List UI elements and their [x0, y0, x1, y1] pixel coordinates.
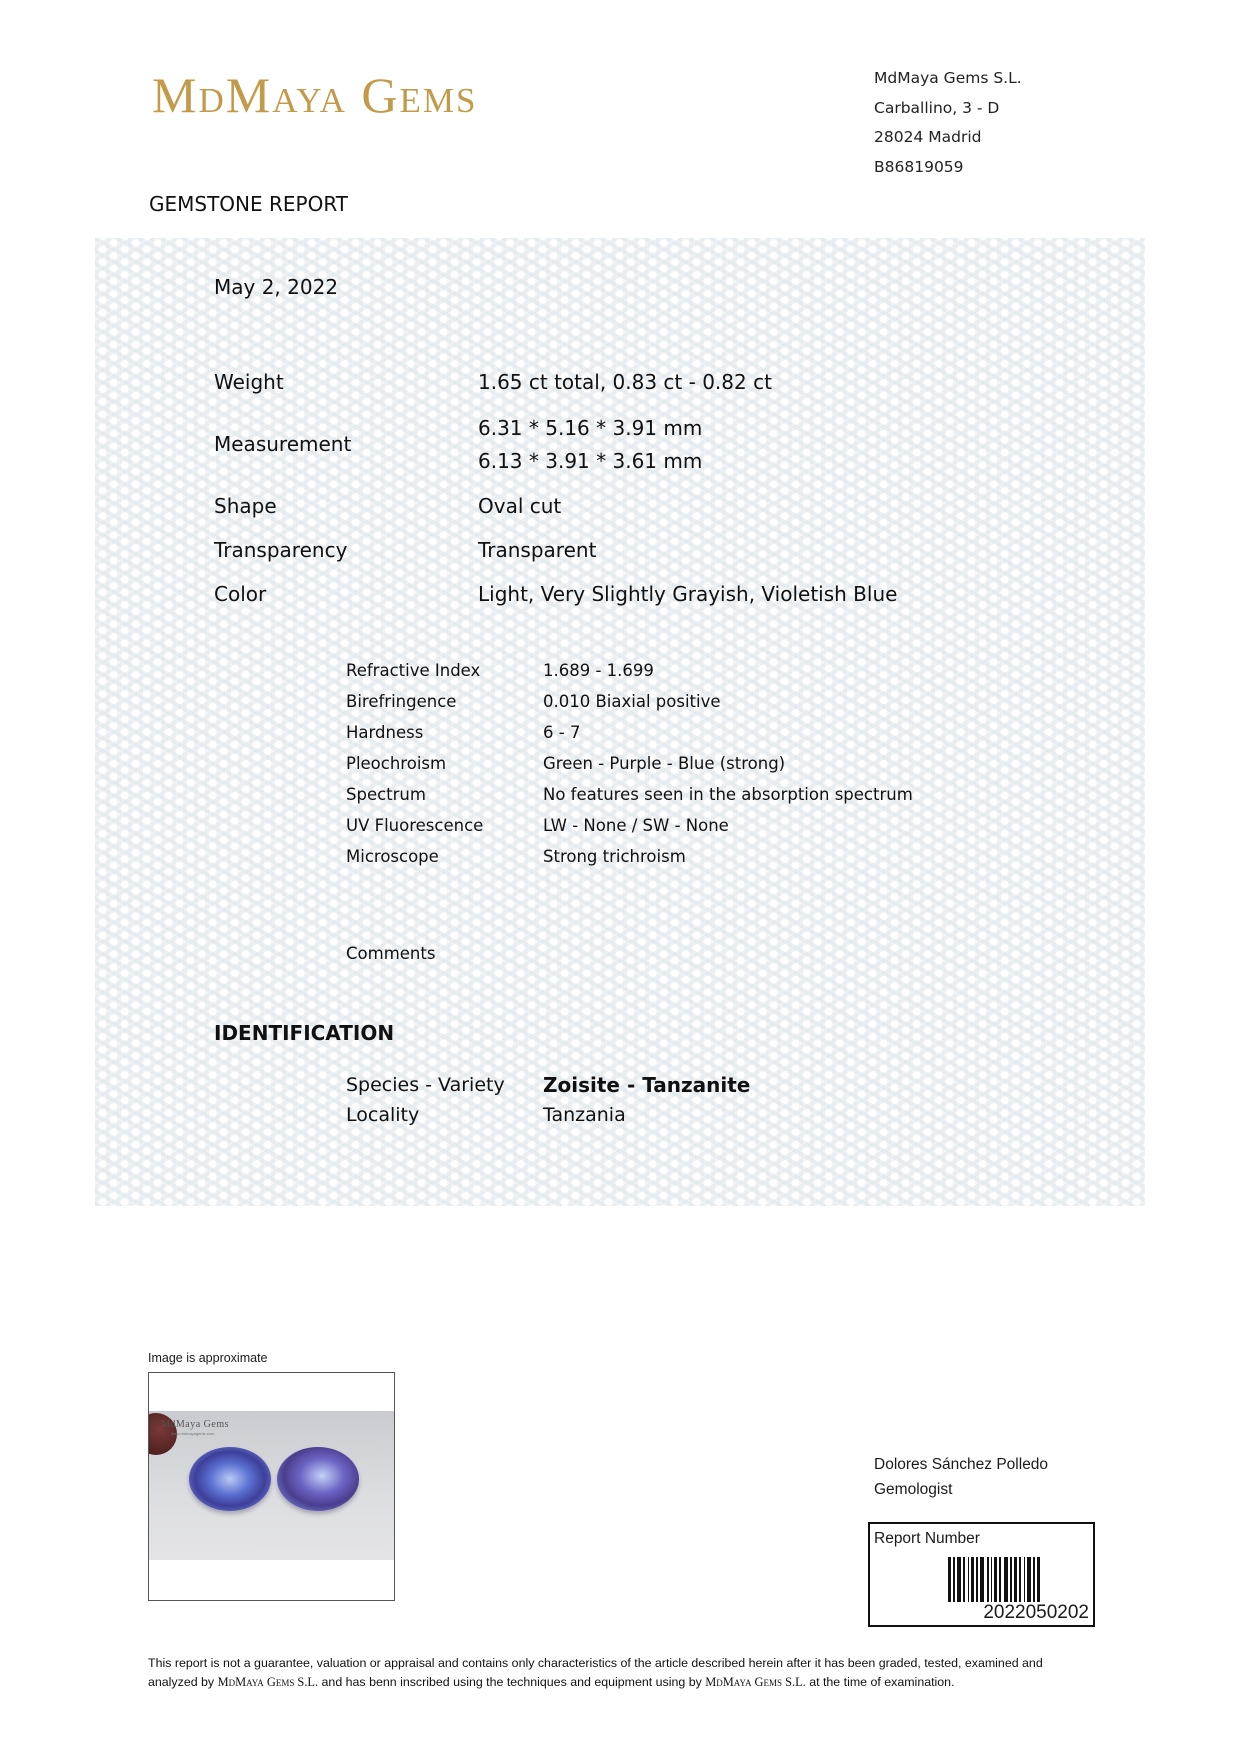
photo-watermark: MdMaya Gems	[161, 1419, 229, 1430]
disclaimer-text	[148, 1654, 1088, 1692]
company-logo: MdMaya Gems	[152, 67, 478, 123]
transparency-value: Transparent	[478, 538, 597, 562]
identification-heading: IDENTIFICATION	[214, 1021, 395, 1045]
tanzanite-gem-right	[277, 1447, 359, 1511]
disclaimer-part-3: at the time of examination.	[805, 1674, 955, 1689]
report-number-value: 2022050202	[983, 1602, 1089, 1623]
shape-value: Oval cut	[478, 494, 562, 518]
locality-value: Tanzania	[543, 1104, 626, 1126]
microscope-label: Microscope	[346, 847, 439, 866]
birefringence-value: 0.010 Biaxial positive	[543, 692, 721, 711]
gemstone-photo	[149, 1411, 394, 1560]
report-title: GEMSTONE REPORT	[149, 192, 348, 216]
color-label: Color	[214, 582, 267, 606]
image-caption: Image is approximate	[148, 1351, 268, 1365]
refractive-index-label: Refractive Index	[346, 661, 481, 680]
species-variety-label: Species - Variety	[346, 1074, 505, 1096]
gemologist-name: Dolores Sánchez Polledo	[874, 1456, 1049, 1473]
weight-label: Weight	[214, 370, 284, 394]
disclaimer-company-1: MdMaya Gems S.L.	[217, 1674, 319, 1689]
company-address	[874, 64, 1022, 182]
company-street: Carballino, 3 - D	[874, 98, 1000, 117]
birefringence-label: Birefringence	[346, 692, 457, 711]
weight-value: 1.65 ct total, 0.83 ct - 0.82 ct	[478, 370, 772, 394]
barcode-icon	[948, 1557, 1089, 1602]
hardness-label: Hardness	[346, 723, 424, 742]
measurement-label: Measurement	[214, 432, 352, 456]
locality-label: Locality	[346, 1104, 420, 1126]
shape-label: Shape	[214, 494, 277, 518]
uv-fluorescence-label: UV Fluorescence	[346, 816, 484, 835]
disclaimer-company-2: MdMaya Gems S.L.	[705, 1674, 806, 1689]
spectrum-label: Spectrum	[346, 785, 426, 804]
measurement-value-2: 6.13 * 3.91 * 3.61 mm	[478, 449, 703, 473]
report-number-box	[868, 1522, 1095, 1627]
pleochroism-value: Green - Purple - Blue (strong)	[543, 754, 786, 773]
gemologist-title: Gemologist	[874, 1481, 953, 1498]
transparency-label: Transparency	[214, 538, 348, 562]
refractive-index-value: 1.689 - 1.699	[543, 661, 654, 680]
gemologist-signature	[874, 1452, 1048, 1502]
pleochroism-label: Pleochroism	[346, 754, 447, 773]
uv-fluorescence-value: LW - None / SW - None	[543, 816, 729, 835]
company-name: MdMaya Gems S.L.	[874, 69, 1022, 87]
photo-watermark-url: www.mdmayagems.com	[171, 1431, 215, 1436]
color-value: Light, Very Slightly Grayish, Violetish Blue	[478, 582, 898, 606]
disclaimer-part-1: This report is not a guarantee, valuation or appraisal and contains only characteristics of the article described herein after it has been graded, tested, examined and analyzed by	[148, 1656, 1043, 1689]
tanzanite-gem-left	[189, 1447, 271, 1511]
report-number-label: Report Number	[874, 1530, 980, 1547]
disclaimer-part-2: and has benn inscribed using the techniques and equipment using by	[318, 1674, 706, 1689]
microscope-value: Strong trichroism	[543, 847, 686, 866]
comments-label: Comments	[346, 944, 436, 963]
species-variety-value: Zoisite - Tanzanite	[543, 1073, 751, 1097]
company-city: 28024 Madrid	[874, 128, 982, 146]
measurement-value-1: 6.31 * 5.16 * 3.91 mm	[478, 416, 703, 440]
report-date: May 2, 2022	[214, 275, 339, 299]
company-tax-id: B86819059	[874, 157, 964, 176]
hardness-value: 6 - 7	[543, 723, 581, 742]
gemstone-photo-frame	[148, 1372, 395, 1601]
spectrum-value: No features seen in the absorption spectrum	[543, 785, 913, 804]
